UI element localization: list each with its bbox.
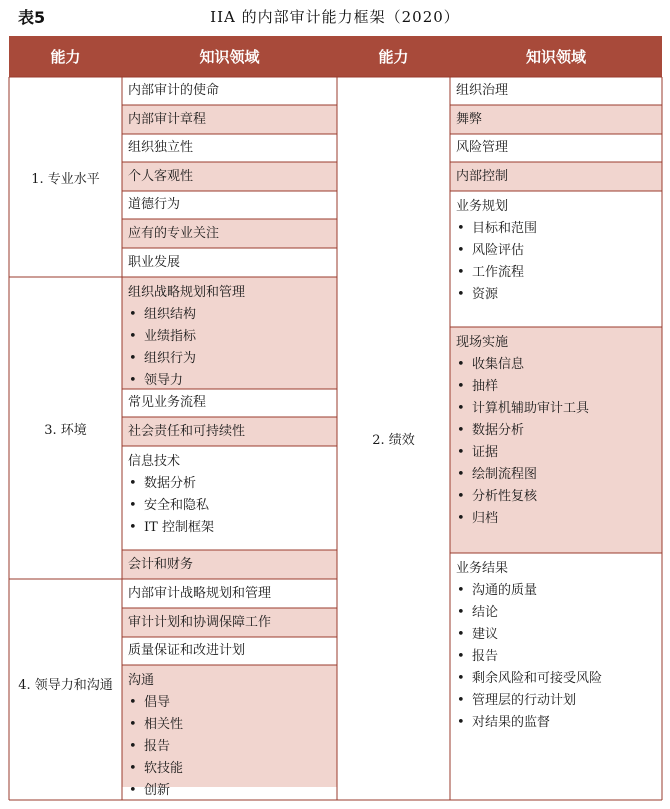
knowledge-subitem: • 报告 <box>456 646 662 668</box>
knowledge-subitem: • 数据分析 <box>456 420 662 442</box>
knowledge-area: 信息技术 <box>128 454 181 469</box>
header-ability-left: 能力 <box>9 36 122 77</box>
knowledge-area: 沟通 <box>128 673 155 688</box>
knowledge-subitems <box>128 473 337 539</box>
table-caption <box>0 0 670 32</box>
knowledge-subitem: • 沟通的质量 <box>456 580 662 602</box>
ability-label: 1. 专业水平 <box>31 171 100 187</box>
knowledge-subitem: • 组织结构 <box>128 304 337 326</box>
knowledge-cell <box>122 608 337 637</box>
knowledge-area: 内部审计的使命 <box>128 83 220 98</box>
knowledge-cell <box>450 162 662 191</box>
knowledge-subitem: • 对结果的监督 <box>456 712 662 734</box>
knowledge-cell <box>450 191 662 327</box>
knowledge-area: 内部控制 <box>456 168 509 184</box>
knowledge-subitem: • 报告 <box>128 736 337 758</box>
knowledge-subitem: • 建议 <box>456 624 662 646</box>
table-title: IIA 的内部审计能力框架（2020） <box>210 8 460 26</box>
knowledge-subitem: • 目标和范围 <box>456 218 662 240</box>
ability-cell <box>9 77 122 277</box>
knowledge-cell <box>122 77 337 105</box>
knowledge-subitem: • 管理层的行动计划 <box>456 690 662 712</box>
knowledge-cell <box>122 134 337 162</box>
knowledge-subitem: • 创新 <box>128 780 337 802</box>
knowledge-cell <box>450 553 662 800</box>
knowledge-area: 应有的专业关注 <box>128 225 220 241</box>
knowledge-area: 组织治理 <box>456 83 509 98</box>
ability-label: 4. 领导力和沟通 <box>18 677 113 693</box>
knowledge-subitem: • 领导力 <box>128 370 337 392</box>
knowledge-cell <box>122 417 337 446</box>
ability-label: 2. 绩效 <box>372 433 415 448</box>
knowledge-area: 常见业务流程 <box>128 395 207 410</box>
knowledge-area: 会计和财务 <box>128 556 194 572</box>
knowledge-subitem: • 安全和隐私 <box>128 495 337 517</box>
knowledge-cell <box>450 134 662 162</box>
knowledge-cell <box>122 550 337 579</box>
knowledge-subitem: • 归档 <box>456 508 662 530</box>
knowledge-area: 个人客观性 <box>128 168 194 184</box>
knowledge-area: 舞弊 <box>456 111 483 127</box>
knowledge-subitem: • 组织行为 <box>128 348 337 370</box>
knowledge-subitem: • 数据分析 <box>128 473 337 495</box>
ability-label: 3. 环境 <box>44 422 87 438</box>
knowledge-subitem: • IT 控制框架 <box>128 517 337 539</box>
knowledge-cell <box>122 579 337 608</box>
knowledge-subitems <box>456 354 662 530</box>
knowledge-cell <box>122 446 337 550</box>
ability-cell <box>9 579 122 787</box>
knowledge-area: 社会责任和可持续性 <box>128 423 246 439</box>
knowledge-area: 业务结果 <box>456 561 509 576</box>
knowledge-subitem: • 软技能 <box>128 758 337 780</box>
knowledge-cell <box>450 327 662 553</box>
knowledge-subitems <box>456 580 662 734</box>
knowledge-subitem: • 资源 <box>456 284 662 306</box>
knowledge-subitem: • 剩余风险和可接受风险 <box>456 668 662 690</box>
knowledge-subitem: • 证据 <box>456 442 662 464</box>
knowledge-area: 质量保证和改进计划 <box>128 643 246 658</box>
knowledge-area: 组织独立性 <box>128 140 194 155</box>
knowledge-cell <box>122 191 337 219</box>
knowledge-area: 道德行为 <box>128 197 181 212</box>
knowledge-subitem: • 结论 <box>456 602 662 624</box>
knowledge-subitem: • 风险评估 <box>456 240 662 262</box>
ability-cell <box>337 77 450 800</box>
knowledge-cell <box>122 665 337 798</box>
knowledge-subitem: • 倡导 <box>128 692 337 714</box>
knowledge-subitem: • 分析性复核 <box>456 486 662 508</box>
knowledge-subitem: • 相关性 <box>128 714 337 736</box>
knowledge-subitem: • 绘制流程图 <box>456 464 662 486</box>
knowledge-area: 职业发展 <box>128 254 181 270</box>
knowledge-subitem: • 计算机辅助审计工具 <box>456 398 662 420</box>
knowledge-subitem: • 工作流程 <box>456 262 662 284</box>
knowledge-area: 风险管理 <box>456 140 509 155</box>
knowledge-cell <box>122 162 337 191</box>
table-number: 表5 <box>18 8 46 27</box>
knowledge-cell <box>122 637 337 665</box>
knowledge-area: 审计计划和协调保障工作 <box>128 614 272 630</box>
knowledge-cell <box>122 248 337 277</box>
knowledge-area: 业务规划 <box>456 199 509 214</box>
knowledge-cell <box>450 105 662 134</box>
knowledge-cell <box>122 219 337 248</box>
header-knowledge-left: 知识领域 <box>122 36 337 77</box>
ability-cell <box>9 277 122 579</box>
knowledge-subitems <box>456 218 662 306</box>
knowledge-subitem: • 收集信息 <box>456 354 662 376</box>
knowledge-subitems <box>128 692 337 802</box>
knowledge-subitem: • 抽样 <box>456 376 662 398</box>
knowledge-area: 组织战略规划和管理 <box>128 285 246 300</box>
knowledge-cell <box>122 277 337 389</box>
knowledge-cell <box>122 389 337 417</box>
knowledge-subitem: • 业绩指标 <box>128 326 337 348</box>
header-knowledge-right: 知识领域 <box>450 36 662 77</box>
knowledge-area: 现场实施 <box>456 335 509 350</box>
knowledge-subitems <box>128 304 337 392</box>
knowledge-area: 内部审计战略规划和管理 <box>128 585 272 601</box>
knowledge-area: 内部审计章程 <box>128 111 207 127</box>
header-ability-right: 能力 <box>337 36 450 77</box>
knowledge-cell <box>450 77 662 105</box>
knowledge-cell <box>122 105 337 134</box>
